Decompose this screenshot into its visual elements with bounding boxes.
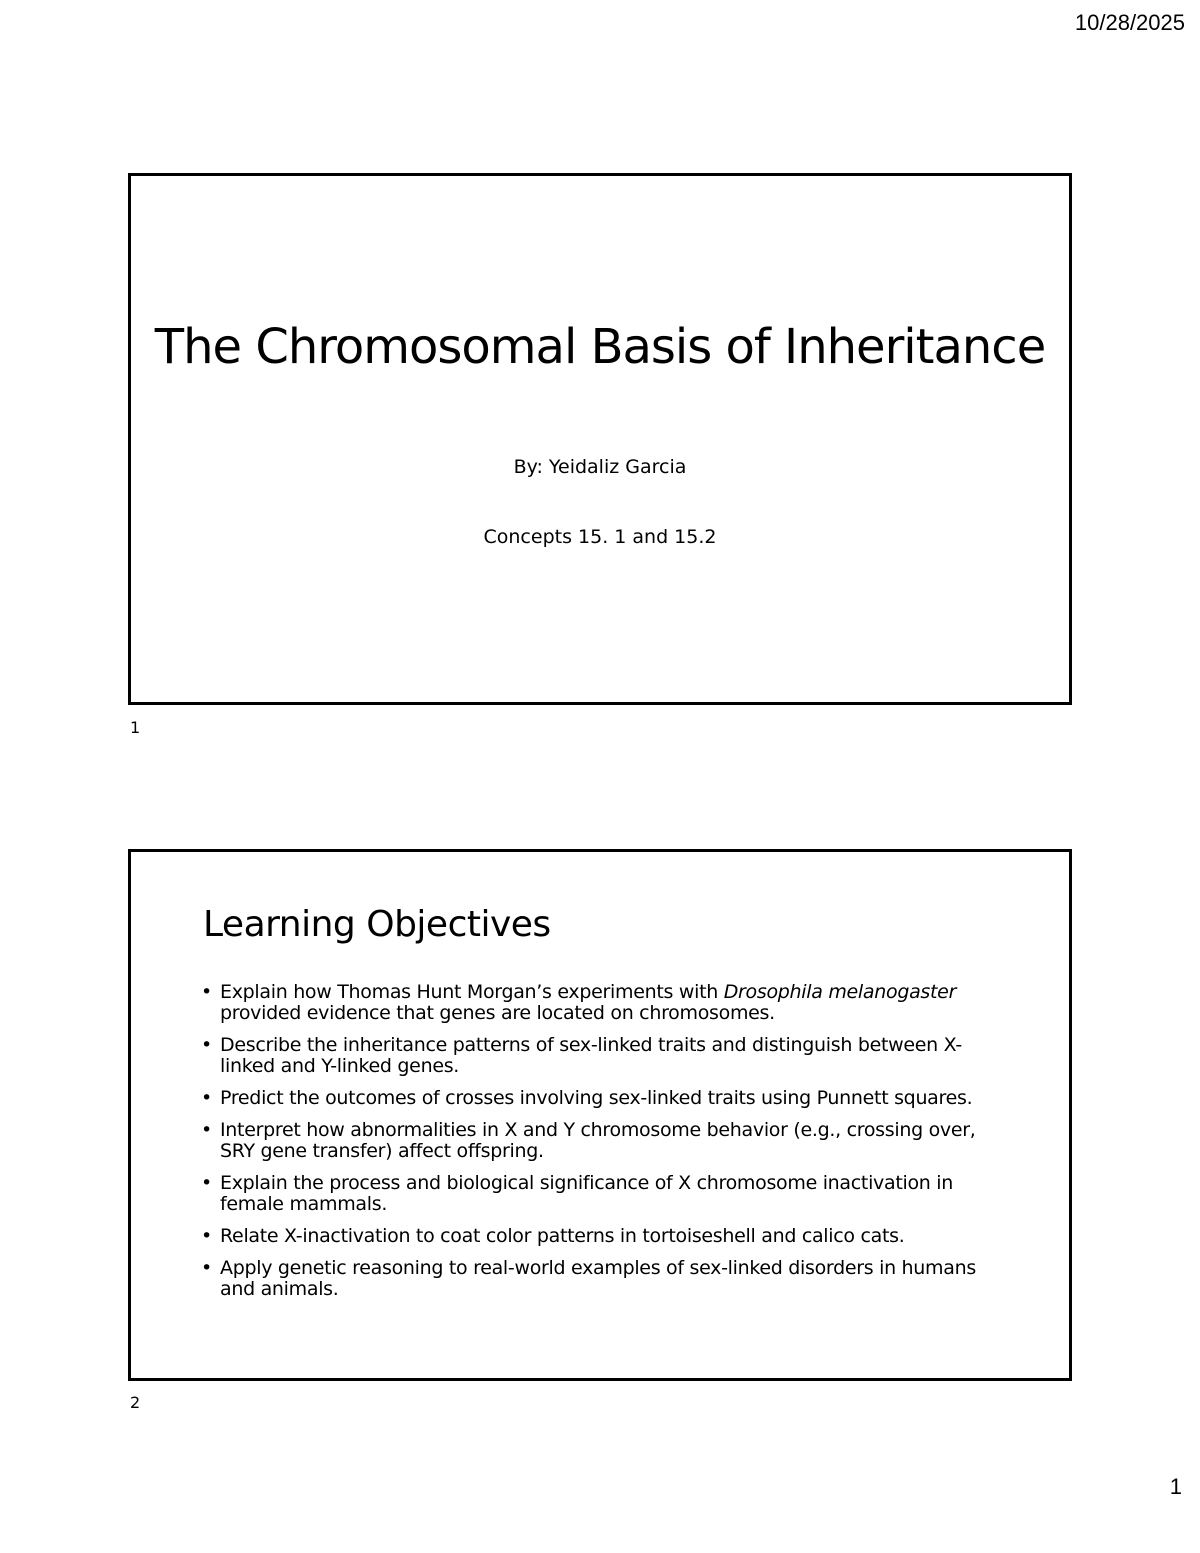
slide-title: The Chromosomal Basis of Inheritance (154, 319, 1046, 375)
objective-text-suffix: provided evidence that genes are located on chromosomes. (220, 1002, 775, 1024)
objective-text: Predict the outcomes of crosses involving sex-linked traits using Punnett squares. (220, 1087, 973, 1109)
objective-item (201, 1173, 1011, 1215)
objective-item (201, 1035, 1011, 1077)
objective-item (201, 1088, 1011, 1109)
slide-2 (128, 849, 1072, 1381)
bullet-icon: • (201, 1225, 212, 1247)
objective-item (201, 1258, 1011, 1300)
objective-text-prefix: Explain how Thomas Hunt Morgan’s experiments with (220, 981, 724, 1003)
objective-item (201, 1226, 1011, 1247)
print-date: 10/28/2025 (1074, 10, 1185, 35)
objectives-list (201, 982, 1011, 1311)
page-number: 1 (1169, 1474, 1182, 1499)
objective-item (201, 1120, 1011, 1162)
bullet-icon: • (201, 1087, 212, 1109)
objectives-heading: Learning Objectives (203, 904, 551, 945)
objective-text: Apply genetic reasoning to real-world examples of sex-linked disorders in humans and animals. (220, 1257, 976, 1300)
bullet-icon: • (201, 1172, 212, 1194)
slide-number: 2 (130, 1393, 141, 1412)
slide-author: By: Yeidaliz Garcia (513, 456, 687, 478)
objective-item (201, 982, 1011, 1024)
bullet-icon: • (201, 1034, 212, 1056)
slide-number: 1 (130, 718, 141, 737)
objective-text: Interpret how abnormalities in X and Y chromosome behavior (e.g., crossing over, SRY gene transfer) affect offspring. (220, 1119, 976, 1162)
objective-text-italic: Drosophila melanogaster (723, 981, 957, 1003)
slide-concepts: Concepts 15. 1 and 15.2 (483, 526, 717, 548)
bullet-icon: • (201, 1119, 212, 1141)
objective-text: Relate X-inactivation to coat color patterns in tortoiseshell and calico cats. (220, 1225, 905, 1247)
objective-text: Explain the process and biological significance of X chromosome inactivation in female mammals. (220, 1172, 953, 1215)
objective-text: Describe the inheritance patterns of sex-linked traits and distinguish between X-linked and Y-linked genes. (220, 1034, 962, 1077)
bullet-icon: • (201, 1257, 212, 1279)
slide-1 (128, 173, 1072, 705)
bullet-icon: • (201, 981, 212, 1003)
